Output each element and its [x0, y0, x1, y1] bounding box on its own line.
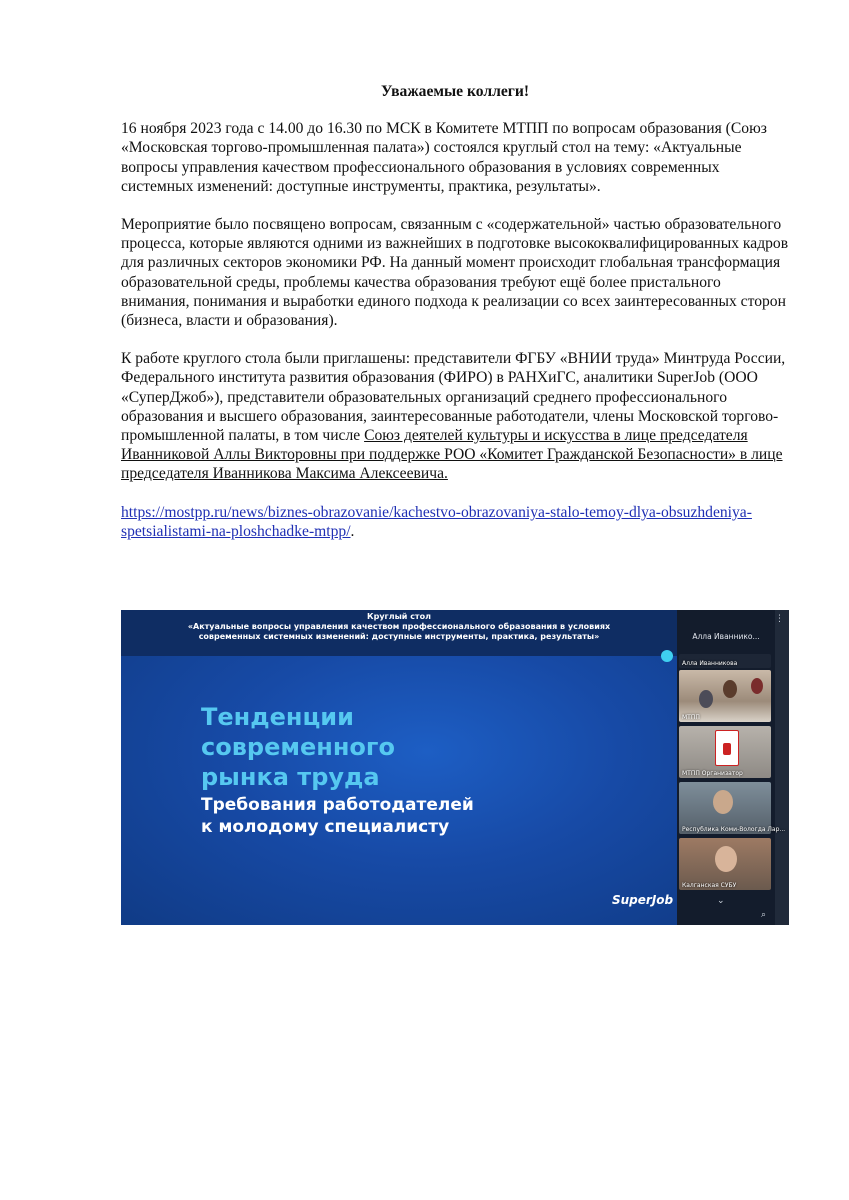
menu-icon: ⋮	[775, 614, 784, 624]
participant-avatar	[715, 846, 737, 872]
conference-screenshot	[121, 610, 789, 925]
participant-avatar	[713, 790, 733, 814]
active-speaker-name: Алла Иваннико...	[692, 632, 760, 641]
participant-avatar	[751, 678, 763, 694]
participant-name: МТПП Организатор	[682, 770, 743, 777]
zoom-icon[interactable]: ⌕	[761, 910, 767, 920]
slide-header	[121, 610, 677, 656]
slide-header-line3: современных системных изменений: доступные инструменты, практика, результаты»	[198, 632, 600, 641]
slide-title-line2: современного	[201, 733, 395, 761]
participant-tile[interactable]	[679, 654, 771, 668]
participant-name: Республика Коми-Вологда Лар...	[682, 826, 786, 833]
paragraph-link	[121, 503, 789, 541]
chevron-down-icon[interactable]: ⌄	[717, 896, 725, 906]
link-trailing-dot: .	[350, 522, 355, 540]
document-body	[121, 82, 789, 541]
document-heading: Уважаемые коллеги!	[380, 83, 530, 100]
slide-subtitle-line1: Требования работодателей	[201, 795, 474, 815]
participant-tile[interactable]	[679, 670, 771, 722]
participant-avatar	[723, 680, 737, 698]
paragraph-event: 16 ноября 2023 года с 14.00 до 16.30 по МСК в Комитете МТПП по вопросам образования (Союз «Московская торгово-промышленная палата») состоялся круглый стол на тему: «Актуальные вопросы управления качеством профессионального образования в условиях современных системных изменений: доступные инструменты, практика, результаты».	[121, 120, 767, 195]
participants-text: К работе круглого стола были приглашены: представители ФГБУ «ВНИИ труда» Минтруда России, Федерального института развития образования (ФИРО) в РАНХиГС, аналитики SuperJob (ООО «СуперДжоб»), представители образовательных организаций среднего профессионального образования и высшего образования, заинтересованные работодатели, члены Московской торгово-промышленной палаты, в том числе	[121, 350, 786, 445]
participant-name: МТПП	[682, 714, 700, 721]
slide-title-line1: Тенденции	[201, 703, 354, 731]
panel-scrollbar	[775, 610, 789, 925]
participant-name: Калганская СУБУ	[682, 882, 737, 889]
paragraph-purpose: Мероприятие было посвящено вопросам, связанным с «содержательной» частью образовательного процесса, которые являются одними из важнейших в подготовке высококвалифицированных кадров для различных секторов экономики РФ. На данный момент происходит глобальная трансформация образовательной среды, проблемы качества образования требуют ещё более пристального внимания, понимания и выработки единого подхода к реализации со всех заинтересованных сторон (бизнеса, власти и образования).	[121, 216, 789, 330]
participant-avatar	[699, 690, 713, 708]
participant-tile[interactable]	[679, 726, 771, 778]
slide-header-line2: «Актуальные вопросы управления качеством профессионального образования в условиях	[187, 622, 611, 631]
slide-subtitle	[201, 794, 474, 838]
participant-name: Алла Иванникова	[682, 660, 738, 667]
participants-panel	[677, 610, 789, 925]
superjob-logo: SuperJob	[612, 893, 674, 907]
slide-title	[201, 702, 395, 792]
participant-tile[interactable]	[679, 838, 771, 890]
slide-subtitle-line2: к молодому специалисту	[201, 817, 450, 837]
paragraph-participants	[121, 349, 789, 483]
source-link[interactable]: https://mostpp.ru/news/biznes-obrazovanie/kachestvo-obrazovaniya-stalo-temoy-dlya-obsuzhdeniya-spetsialistami-na-ploshchadke-mtpp/	[121, 503, 752, 540]
slide-header-line1: Круглый стол	[367, 612, 431, 621]
presentation-slide	[121, 610, 677, 925]
chamber-emblem-icon	[715, 730, 739, 766]
chat-bubble-icon	[661, 650, 673, 662]
participants-underlined-text: Союз деятелей культуры и искусства в лице председателя Иванниковой Аллы Викторовны при поддержке РОО «Комитет Гражданской Безопасности» в лице председателя Иванникова Максима Алексеевича.	[121, 427, 783, 483]
slide-title-line3: рынка труда	[201, 763, 380, 791]
participant-tile[interactable]	[679, 782, 786, 834]
